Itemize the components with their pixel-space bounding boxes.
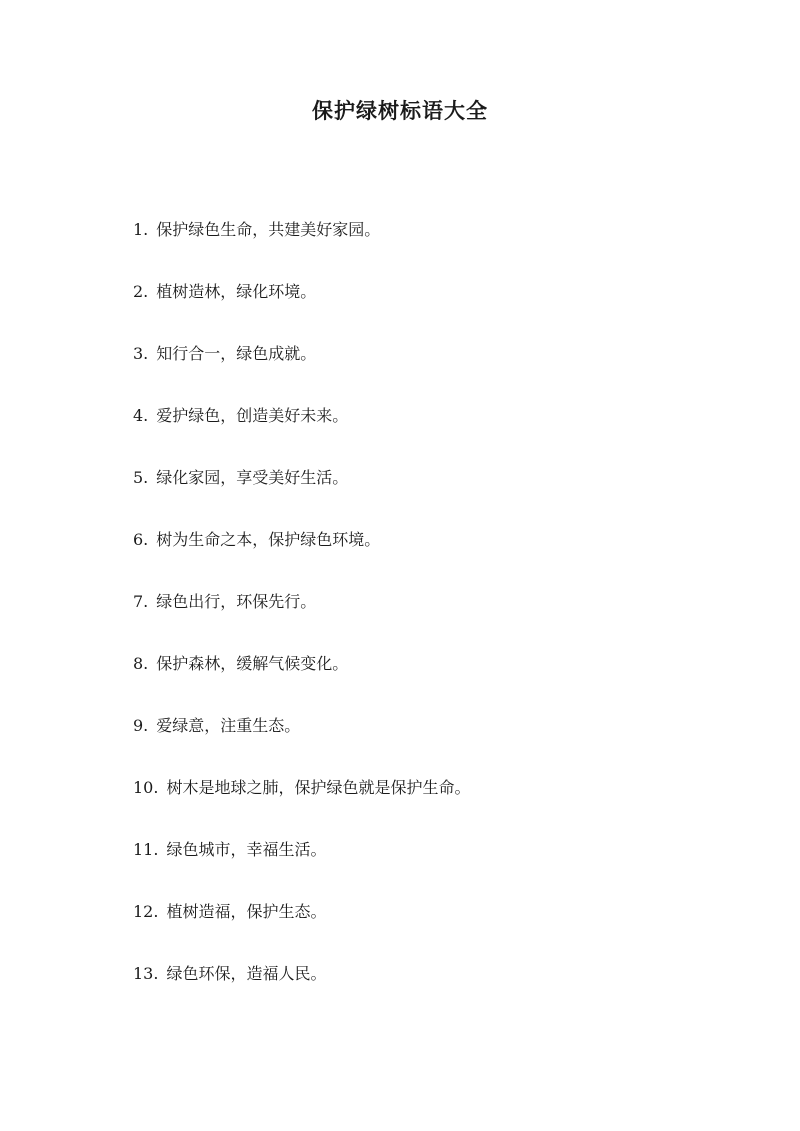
item-number: 10. xyxy=(133,778,159,797)
list-item xyxy=(133,218,470,280)
slogan-text: 绿化家园，享受美好生活。 xyxy=(156,468,349,487)
slogan-text: 保护绿色生命，共建美好家园。 xyxy=(156,220,381,239)
list-item xyxy=(133,900,470,962)
item-number: 8. xyxy=(133,654,149,673)
list-item xyxy=(133,280,470,342)
list-item xyxy=(133,528,470,590)
slogan-list xyxy=(133,218,470,1024)
item-number: 13. xyxy=(133,964,159,983)
list-item xyxy=(133,466,470,528)
item-number: 7. xyxy=(133,592,149,611)
slogan-text: 树木是地球之肺，保护绿色就是保护生命。 xyxy=(166,778,471,797)
item-number: 9. xyxy=(133,716,149,735)
slogan-text: 树为生命之本，保护绿色环境。 xyxy=(156,530,381,549)
item-number: 3. xyxy=(133,344,149,363)
list-item xyxy=(133,838,470,900)
list-item xyxy=(133,776,470,838)
list-item xyxy=(133,342,470,404)
item-number: 12. xyxy=(133,902,159,921)
slogan-text: 绿色环保，造福人民。 xyxy=(166,964,327,983)
list-item xyxy=(133,404,470,466)
slogan-text: 植树造林，绿化环境。 xyxy=(156,282,317,301)
item-number: 2. xyxy=(133,282,149,301)
slogan-text: 知行合一，绿色成就。 xyxy=(156,344,317,363)
list-item xyxy=(133,714,470,776)
slogan-text: 爱绿意，注重生态。 xyxy=(156,716,301,735)
slogan-text: 绿色城市，幸福生活。 xyxy=(166,840,327,859)
item-number: 5. xyxy=(133,468,149,487)
document-title: 保护绿树标语大全 xyxy=(312,98,488,123)
slogan-text: 爱护绿色，创造美好未来。 xyxy=(156,406,349,425)
slogan-text: 植树造福，保护生态。 xyxy=(166,902,327,921)
item-number: 4. xyxy=(133,406,149,425)
item-number: 1. xyxy=(133,220,149,239)
list-item xyxy=(133,652,470,714)
item-number: 11. xyxy=(133,840,159,859)
slogan-text: 保护森林，缓解气候变化。 xyxy=(156,654,349,673)
item-number: 6. xyxy=(133,530,149,549)
list-item xyxy=(133,590,470,652)
slogan-text: 绿色出行，环保先行。 xyxy=(156,592,317,611)
list-item xyxy=(133,962,470,1024)
